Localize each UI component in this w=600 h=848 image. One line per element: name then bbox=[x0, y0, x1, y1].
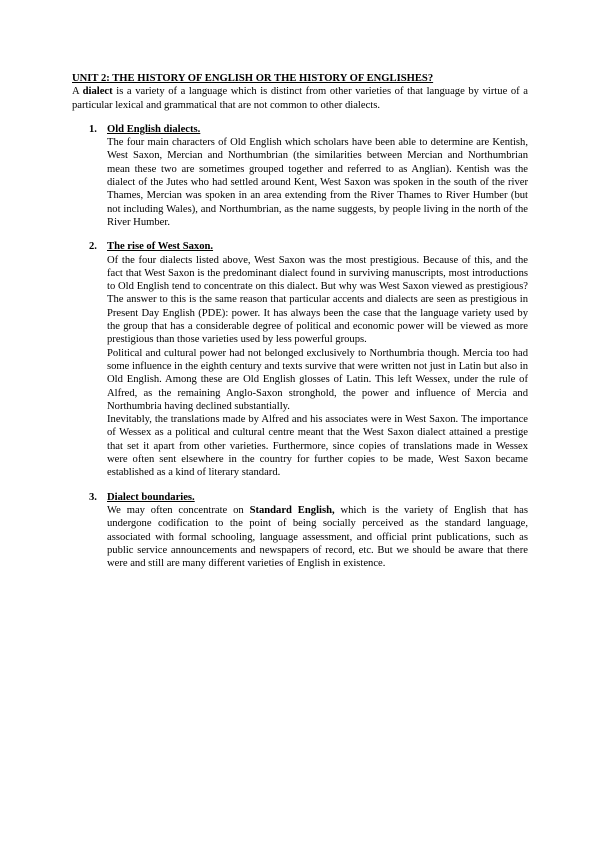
section-dialect-boundaries bbox=[72, 491, 528, 571]
section-heading bbox=[89, 123, 528, 136]
section-title: Dialect boundaries. bbox=[107, 491, 195, 503]
section-number: 1. bbox=[89, 123, 97, 135]
body-text-rest: which is the variety of English that has undergone codification to the point of being socially perceived as the standard language, associated with formal schooling, language assessment, and official print publications, such as public service announcements and newspapers of record, etc. But we should be aware that there were and still are many different varieties of English in existence. bbox=[107, 504, 529, 570]
intro-paragraph bbox=[72, 85, 528, 112]
term-standard-english: Standard English, bbox=[249, 504, 335, 516]
section-body bbox=[107, 504, 528, 570]
section-old-english-dialects bbox=[72, 123, 528, 229]
intro-text-start: A bbox=[72, 86, 83, 98]
section-rise-of-west-saxon bbox=[72, 240, 528, 479]
section-heading bbox=[89, 240, 528, 253]
body-paragraph bbox=[107, 504, 528, 570]
section-body bbox=[107, 136, 528, 229]
body-paragraph: Political and cultural power had not belonged exclusively to Northumbria though. Mercia too had some influence in the eighth century and texts survive that were written not just in Latin but also in Old English. Among these are Old English glosses of Latin. This left Wessex, under the rule of Alfred, as the remaining Anglo-Saxon stronghold, the power and influence of Mercia and Northumbria having declined substantially. bbox=[107, 347, 528, 412]
section-number: 3. bbox=[89, 491, 97, 503]
section-title: Old English dialects. bbox=[107, 123, 201, 135]
intro-term-dialect: dialect bbox=[82, 86, 113, 98]
body-paragraph: Inevitably, the translations made by Alfred and his associates were in West Saxon. The importance of Wessex as a political and cultural centre meant that the West Saxon dialect attained a prestige that set it apart from other varieties. Furthermore, since copies of translations made in Wessex were often sent elsewhere in the country for further copies to be made, West Saxon became established as a kind of literary standard. bbox=[107, 414, 528, 479]
section-title: The rise of West Saxon. bbox=[107, 241, 214, 253]
body-text-start: We may often concentrate on bbox=[107, 504, 250, 516]
body-paragraph: Of the four dialects listed above, West Saxon was the most prestigious. Because of this, and the fact that West Saxon is the predominant dialect found in surviving manuscripts, most introductions to Old English tend to concentrate on this dialect. But why was West Saxon viewed as prestigious? The answer to this is the same reason that particular accents and dialects are seen as prestigious in Present Day English (PDE): power. It has always been the case that the language variety used by the group that has a considerable degree of political and economic power will be viewed as more prestigious than those varieties used by less powerful groups. bbox=[107, 254, 528, 346]
unit-title: UNIT 2: THE HISTORY OF ENGLISH OR THE HISTORY OF ENGLISHES? bbox=[72, 73, 434, 84]
section-body bbox=[107, 254, 528, 480]
section-heading bbox=[89, 491, 528, 504]
intro-text-rest: is a variety of a language which is distinct from other varieties of that language by virtue of a particular lexical and grammatical that are not common to other dialects. bbox=[72, 86, 528, 111]
section-number: 2. bbox=[89, 241, 97, 253]
body-paragraph: The four main characters of Old English which scholars have been able to determine are Kentish, West Saxon, Mercian and Northumbrian (the similarities between Mercian and Northumbrian mean these two are sometimes grouped together and referred to as Anglian). Kentish was the dialect of the Jutes who had settled around Kent, West Saxon was spoken in the south of the river Thames, Mercian was spoken in an area extending from the River Thames to River Humber (but not including Wales), and Northumbrian, as the name suggests, by people living in the north of the River Humber. bbox=[107, 137, 528, 228]
